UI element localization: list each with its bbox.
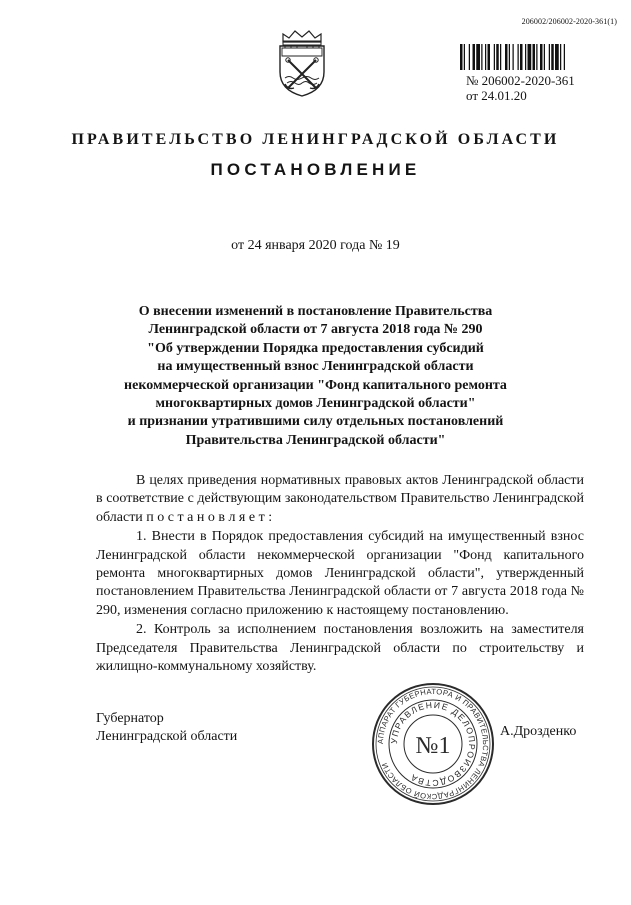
- signer-position: Губернатор: [96, 711, 164, 726]
- stamp-center-number: №1: [415, 733, 451, 759]
- coat-of-arms-icon: [275, 28, 329, 98]
- government-title: ПРАВИТЕЛЬСТВО ЛЕНИНГРАДСКОЙ ОБЛАСТИ: [71, 131, 560, 148]
- signer-title: [96, 710, 237, 746]
- official-stamp: [370, 681, 496, 807]
- subject-line: многоквартирных домов Ленинградской области": [155, 396, 476, 412]
- subject-line: на имущественный взнос Ленинградской области: [157, 359, 474, 375]
- subject-line: Ленинградской области от 7 августа 2018 года № 290: [148, 322, 483, 338]
- item-1-paragraph: 1. Внести в Порядок предоставления субсидий на имущественный взнос Ленинградской области некоммерческой организации "Фонд капитального ремонта многоквартирных домов Ленинградской области", утвержденный постановлением Правительства Ленинградской области от 7 августа 2018 года № 290, изменения согласно приложению к настоящему постановлению.: [96, 529, 584, 618]
- subject-line: О внесении изменений в постановление Правительства: [138, 304, 493, 319]
- registration-number: № 206002-2020-361: [466, 73, 575, 88]
- signer-name: А.Дрозденко: [500, 724, 577, 739]
- registration-date: от 24.01.20: [466, 88, 527, 103]
- registration-block: [466, 73, 575, 103]
- top-reference-number: 206002/206002-2020-361(1): [521, 17, 617, 26]
- preamble-paragraph: В целях приведения нормативных правовых актов Ленинградской области в соответствие с действующим законодательством Правительство Ленинградской области п о с т а н о в л я е т :: [96, 473, 584, 525]
- stamp-inner-text: УПРАВЛЕНИЕ ДЕЛОПРОИЗВОДСТВА: [388, 699, 478, 789]
- document-type-title: ПОСТАНОВЛЕНИЕ: [210, 160, 421, 179]
- item-2-paragraph: 2. Контроль за исполнением постановления возложить на заместителя Председателя Правительства Ленинградской области по строительству и жилищно-коммунальному хозяйству.: [96, 622, 584, 675]
- stamp-ring-text: АППАРАТ ГУБЕРНАТОРА И ПРАВИТЕЛЬСТВА ЛЕНИНГРАДСКОЙ ОБЛАСТИ: [375, 686, 491, 802]
- barcode-image: [460, 44, 620, 70]
- document-date-number: от 24 января 2020 года № 19: [231, 238, 400, 253]
- subject-line: и признании утратившими силу отдельных постановлений: [127, 414, 504, 430]
- signer-region: Ленинградской области: [96, 729, 238, 744]
- subject-line: "Об утверждении Порядка предоставления субсидий: [147, 340, 484, 356]
- subject-line: некоммерческой организации "Фонд капитального ремонта: [124, 377, 507, 393]
- document-body: [96, 472, 584, 676]
- document-subject: [0, 303, 631, 450]
- subject-line: Правительства Ленинградской области": [185, 432, 446, 448]
